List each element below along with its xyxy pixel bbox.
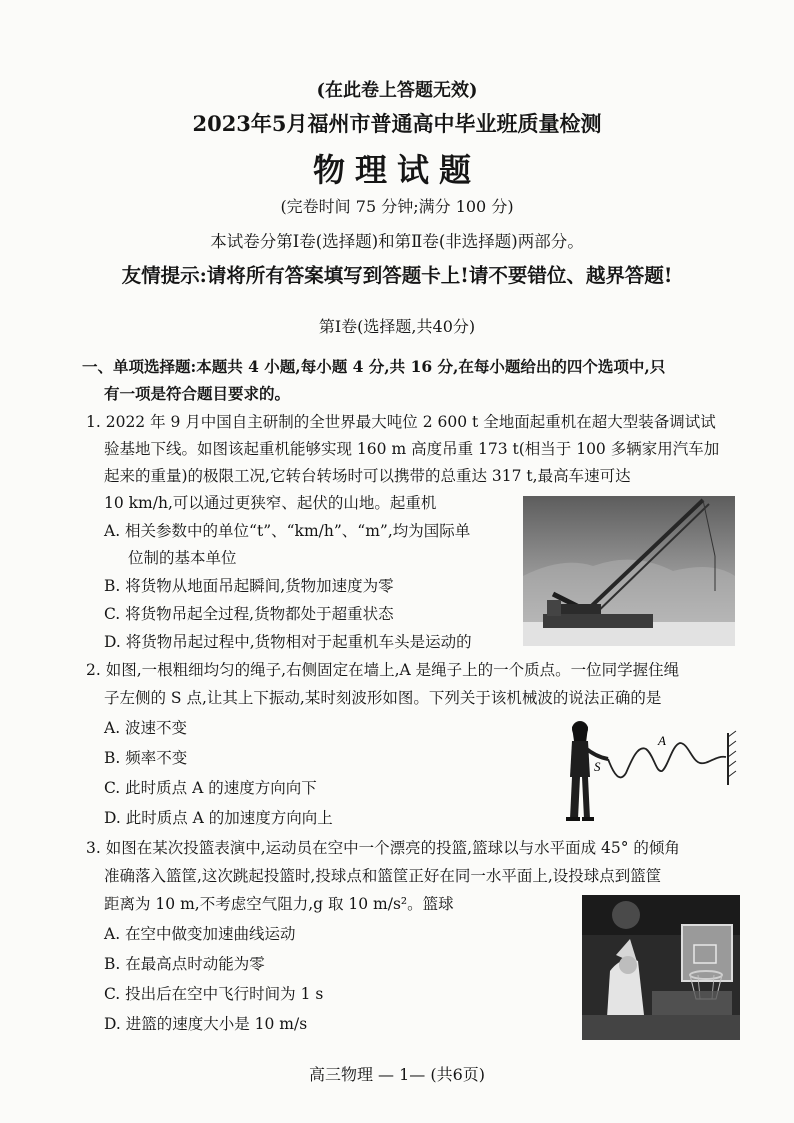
q1-option-a-cont: 位制的基本单位	[128, 549, 237, 567]
section1-instruction-line1: 一、单项选择题:本题共 4 小题,每小题 4 分,共 16 分,在每小题给出的四个选项中,只	[82, 357, 666, 376]
section1-instruction-line2: 有一项是符合题目要求的。	[104, 384, 291, 403]
reminder: 友情提示:请将所有答案填写到答题卡上!请不要错位、越界答题!	[121, 264, 673, 287]
label-s: S	[594, 759, 601, 774]
q3-stem-line3: 距离为 10 m,不考虑空气阻力,g 取 10 m/s²。篮球	[104, 895, 454, 913]
q3-option-c: C. 投出后在空中飞行时间为 1 s	[104, 985, 324, 1003]
rope-wave-figure	[550, 715, 745, 827]
q1-option-c: C. 将货物吊起全过程,货物都处于超重状态	[104, 605, 394, 623]
q2-option-d: D. 此时质点 A 的加速度方向向上	[104, 809, 333, 827]
q1-stem-line4: 10 km/h,可以通过更狭窄、起伏的山地。起重机	[104, 494, 437, 512]
q1-option-a: A. 相关参数中的单位“t”、“km/h”、“m”,均为国际单	[104, 522, 471, 540]
q1-stem-line2: 验基地下线。如图该起重机能够实现 160 m 高度吊重 173 t(相当于 100 多辆家用汽车加	[104, 440, 720, 458]
q1-stem-line3: 起来的重量)的极限工况,它转台转场时可以携带的总重达 317 t,最高车速可达	[104, 467, 631, 485]
rope-wave-illustration	[550, 715, 745, 827]
crane-illustration	[523, 496, 735, 646]
q3-stem-line1: 3. 如图在某次投篮表演中,运动员在空中一个漂亮的投篮,篮球以与水平面成 45° 的倾角	[86, 839, 680, 857]
part1-title: 第Ⅰ卷(选择题,共40分)	[318, 317, 476, 336]
q2-option-b: B. 频率不变	[104, 749, 188, 767]
invalid-note: (在此卷上答题无效)	[316, 80, 478, 101]
q1-option-b: B. 将货物从地面吊起瞬间,货物加速度为零	[104, 577, 394, 595]
q2-option-c: C. 此时质点 A 的速度方向向下	[104, 779, 317, 797]
basketball-illustration	[582, 895, 740, 1040]
q3-option-a: A. 在空中做变加速曲线运动	[104, 925, 296, 943]
q3-option-d: D. 进篮的速度大小是 10 m/s	[104, 1015, 308, 1033]
subject-title: 物理试题	[312, 151, 481, 189]
q1-option-d: D. 将货物吊起过程中,货物相对于起重机车头是运动的	[104, 633, 472, 651]
label-a: A	[658, 733, 666, 748]
q1-stem-line1: 1. 2022 年 9 月中国自主研制的全世界最大吨位 2 600 t 全地面起重机在超大型装备调试试	[86, 413, 716, 431]
q2-stem-line1: 2. 如图,一根粗细均匀的绳子,右侧固定在墙上,A 是绳子上的一个质点。一位同学握住绳	[86, 661, 680, 679]
time-note: (完卷时间 75 分钟;满分 100 分)	[280, 197, 514, 216]
basketball-photo	[582, 895, 740, 1040]
q3-option-b: B. 在最高点时动能为零	[104, 955, 265, 973]
q2-option-a: A. 波速不变	[104, 719, 188, 737]
crane-photo	[523, 496, 735, 646]
q3-stem-line2: 准确落入篮筐,这次跳起投篮时,投球点和篮筐正好在同一水平面上,设投球点到篮筐	[104, 867, 662, 885]
exam-title: 2023年5月福州市普通高中毕业班质量检测	[192, 111, 602, 136]
page-footer: 高三物理 — 1— (共6页)	[308, 1065, 486, 1084]
structure-note: 本试卷分第Ⅰ卷(选择题)和第Ⅱ卷(非选择题)两部分。	[210, 232, 584, 251]
q2-stem-line2: 子左侧的 S 点,让其上下振动,某时刻波形如图。下列关于该机械波的说法正确的是	[104, 689, 662, 707]
